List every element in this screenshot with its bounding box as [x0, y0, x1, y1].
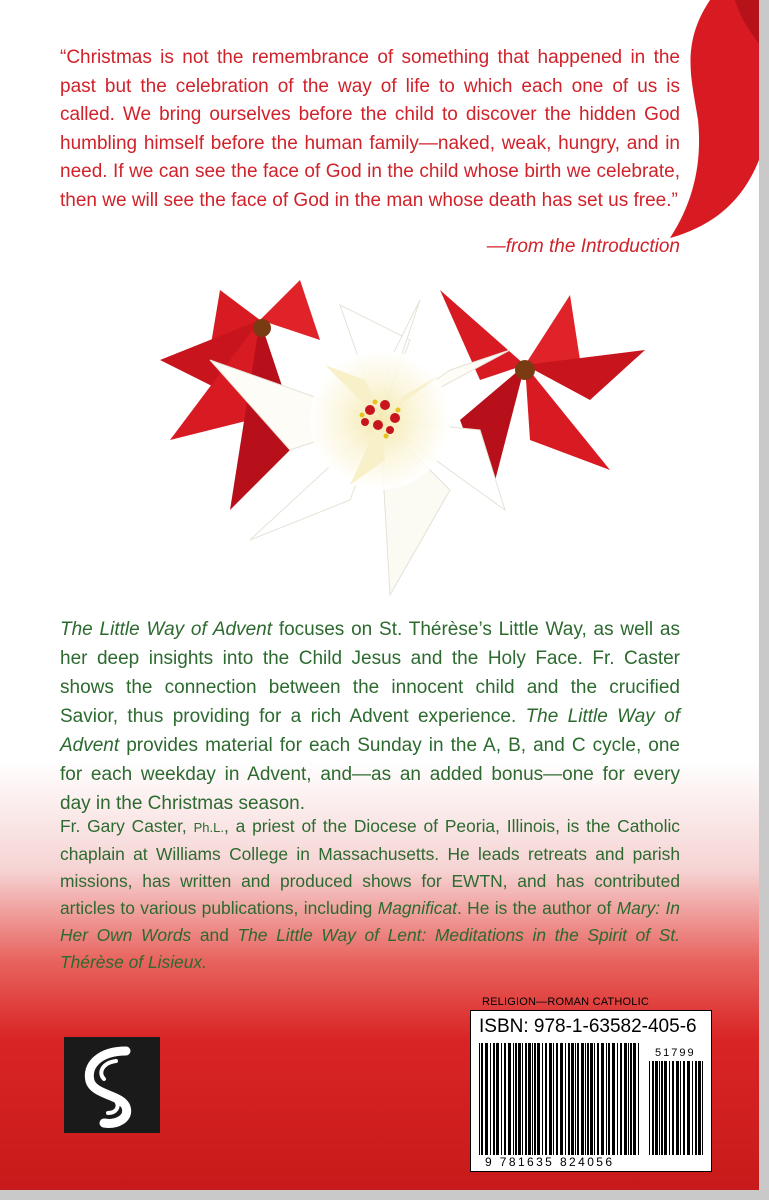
- publication-name: Magnificat: [377, 898, 457, 918]
- barcode-bar: [560, 1043, 563, 1155]
- barcode-bar: [655, 1061, 658, 1155]
- barcode-bar: [692, 1061, 693, 1155]
- barcode-bar: [549, 1043, 552, 1155]
- barcode-bar: [522, 1043, 523, 1155]
- barcode-bar: [698, 1061, 701, 1155]
- author-bio: [60, 813, 680, 976]
- barcode-bar: [649, 1061, 650, 1155]
- barcode-bar: [493, 1043, 495, 1155]
- book-title-2: The Little Way of Advent: [60, 706, 680, 756]
- barcode-bar: [565, 1043, 566, 1155]
- author-book-2: The Little Way of Lent: Meditations in the Spirit of St. Thérèse of Lisieux.: [60, 925, 680, 972]
- bio-text-2: . He is the author of: [456, 898, 617, 918]
- barcode-bar: [638, 1043, 639, 1155]
- barcode-bar: [568, 1043, 570, 1155]
- book-description: [60, 615, 680, 818]
- barcode-bar: [683, 1061, 685, 1155]
- price-code: 51799: [655, 1047, 696, 1059]
- barcode-bar: [553, 1043, 554, 1155]
- barcode-bar: [606, 1043, 607, 1155]
- barcode-bar: [556, 1043, 558, 1155]
- barcode-bar: [669, 1061, 670, 1155]
- author-name: Fr. Gary Caster,: [60, 816, 194, 836]
- barcode-bar: [532, 1043, 533, 1155]
- barcode-bar: [501, 1043, 502, 1155]
- barcode-bar: [628, 1043, 629, 1155]
- barcode-bar: [587, 1043, 589, 1155]
- barcode-bar: [672, 1061, 674, 1155]
- barcode-bar: [504, 1043, 506, 1155]
- barcode-bar: [659, 1061, 660, 1155]
- barcode-bar: [620, 1043, 622, 1155]
- barcode-bar: [624, 1043, 627, 1155]
- barcode-bar: [537, 1043, 540, 1155]
- barcode-bar: [542, 1043, 543, 1155]
- swirl-s-icon: [64, 1037, 160, 1133]
- barcode-bar: [496, 1043, 499, 1155]
- author-degree: Ph.L.: [193, 820, 224, 835]
- barcode-bar: [676, 1061, 679, 1155]
- barcode-bar: [485, 1043, 488, 1155]
- barcode-bar: [702, 1061, 703, 1155]
- bio-text-1: , a priest of the Diocese of Peoria, Illinois, is the Catholic chaplain at Williams College in Massachusetts. He leads retreats and parish missions, has written and produced shows for EWTN, and has contributed articles to various publications, including: [60, 816, 680, 918]
- barcode-bar: [652, 1061, 654, 1155]
- barcode-bar: [534, 1043, 536, 1155]
- barcode-bar: [513, 1043, 514, 1155]
- barcode-bar: [680, 1061, 681, 1155]
- barcode-bar: [577, 1043, 579, 1155]
- description-text-2: provides material for each Sunday in the A, B, and C cycle, one for each weekday in Advent, and—as an added bonus—one for every day in the Christmas season.: [60, 735, 680, 814]
- barcode-bar: [528, 1043, 531, 1155]
- barcode-bar: [545, 1043, 547, 1155]
- barcode-bar: [597, 1043, 599, 1155]
- barcode-bar: [581, 1043, 584, 1155]
- barcode-bar: [601, 1043, 604, 1155]
- barcode-bar: [518, 1043, 521, 1155]
- quote-attribution: —from the Introduction: [486, 236, 680, 257]
- barcode-bar: [594, 1043, 595, 1155]
- poinsettia-image: [150, 270, 670, 600]
- barcode-digits: 9 781635 824056: [485, 1155, 615, 1169]
- book-title-1: The Little Way of Advent: [60, 619, 273, 640]
- barcode-bar: [479, 1043, 480, 1155]
- barcode-bar: [617, 1043, 618, 1155]
- barcode-bar: [608, 1043, 610, 1155]
- barcode-box: [470, 1010, 712, 1172]
- publisher-logo: [64, 1037, 160, 1133]
- category-label: RELIGION—ROMAN CATHOLIC: [482, 996, 649, 1008]
- bio-text-3: and: [191, 925, 238, 945]
- author-book-1: Mary: In Her Own Words: [60, 898, 680, 945]
- description-text-1: focuses on St. Thérèse’s Little Way, as well as her deep insights into the Child Jesus and the Holy Face. Fr. Caster shows the connection between the innocent child and the crucified Savior, thus providing for a rich Advent experience.: [60, 619, 680, 727]
- isbn-number: ISBN: 978-1-63582-405-6: [479, 1016, 697, 1037]
- barcode-bar: [508, 1043, 511, 1155]
- barcode-main: [479, 1043, 641, 1155]
- barcode-bar: [664, 1061, 667, 1155]
- quote-text: “Christmas is not the remembrance of something that happened in the past but the celebration of the way of life to which each one of us is called. We bring ourselves before the child to discover the hidden God humbling himself before the human family—naked, weak, hungry, and in need. If we can see the face of God in the child whose birth we celebrate, then we will see the face of God in the man whose death has set us free.”: [60, 47, 680, 211]
- barcode-bar: [571, 1043, 574, 1155]
- barcode-bar: [612, 1043, 615, 1155]
- barcode-addon: [649, 1061, 705, 1155]
- barcode-bar: [481, 1043, 483, 1155]
- barcode-bar: [630, 1043, 632, 1155]
- barcode-bar: [525, 1043, 527, 1155]
- barcode-bar: [590, 1043, 593, 1155]
- barcode-bar: [633, 1043, 636, 1155]
- barcode-bar: [695, 1061, 697, 1155]
- barcode-bar: [687, 1061, 690, 1155]
- barcode-bar: [661, 1061, 663, 1155]
- barcode-bar: [515, 1043, 517, 1155]
- barcode-bar: [490, 1043, 491, 1155]
- barcode-bar: [585, 1043, 586, 1155]
- barcode-bar: [575, 1043, 576, 1155]
